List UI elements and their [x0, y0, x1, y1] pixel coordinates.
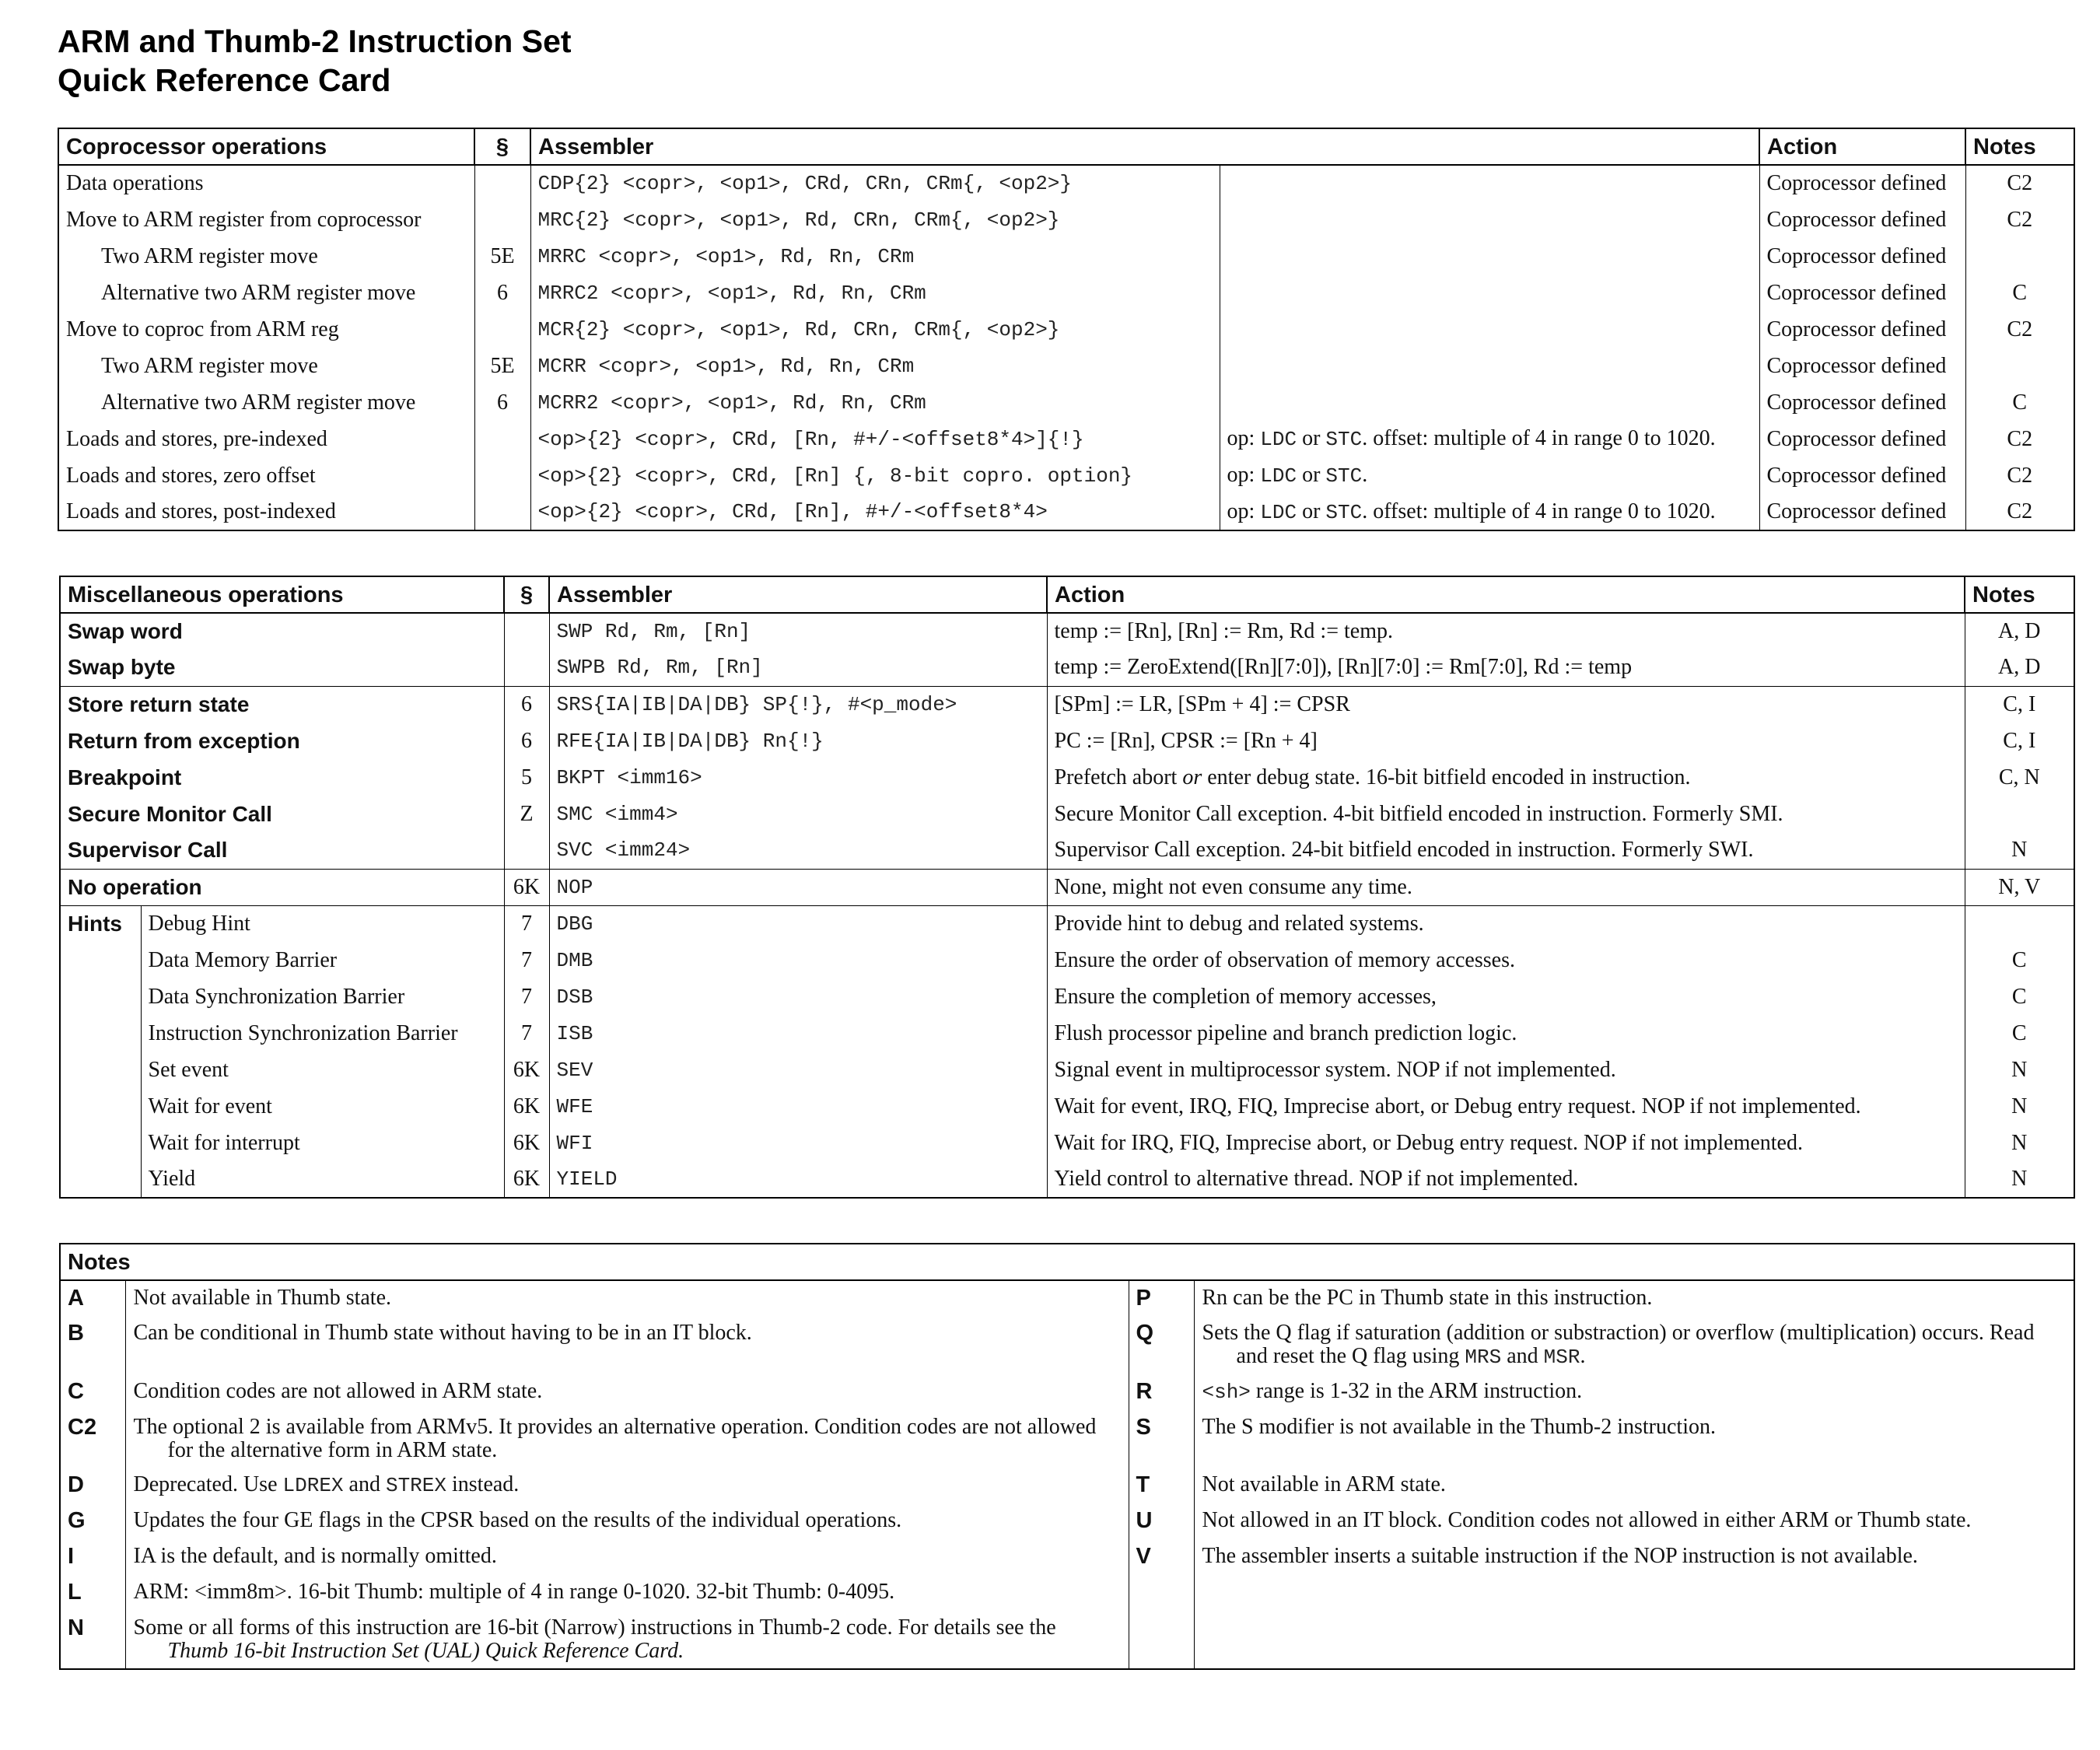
description-fragment: op: — [1227, 426, 1261, 450]
notes-ref: C, N — [1998, 765, 2040, 789]
operation-name: Loads and stores, pre-indexed — [58, 421, 474, 457]
note-text-fragment: Not available in ARM state. — [1202, 1472, 1446, 1496]
coproc-row — [58, 238, 2074, 275]
note-text-fragment: The S modifier is not available in the Thumb-2 instruction. — [1202, 1415, 1716, 1439]
assembler-syntax: RFE{IA|IB|DA|DB} Rn{!} — [549, 723, 1047, 759]
description-fragment: or — [1297, 499, 1326, 523]
section-ref: 5 — [504, 759, 549, 796]
action: Coprocessor defined — [1759, 201, 1965, 238]
note-key: B — [60, 1316, 125, 1374]
note-key: L — [60, 1575, 125, 1611]
notes-header-row — [60, 1244, 2074, 1280]
title-line-1: ARM and Thumb-2 Instruction Set — [58, 23, 572, 59]
assembler-syntax: WFE — [549, 1088, 1047, 1125]
hint-name: Wait for interrupt — [141, 1125, 504, 1161]
description-fragment: op: — [1227, 499, 1261, 523]
note-text-fragment: Sets the Q flag if saturation (addition or substraction) or overflow (multiplication) occurs. Read and reset the Q flag using — [1202, 1321, 2035, 1368]
action: Ensure the completion of memory accesses, — [1047, 978, 1965, 1015]
section-ref — [474, 457, 530, 494]
notes-ref — [1965, 796, 2074, 832]
note-text-fragment: . — [1580, 1344, 1586, 1368]
operation-name: Swap word — [60, 613, 504, 649]
note-key: Q — [1129, 1316, 1194, 1374]
section-ref: 6K — [504, 1088, 549, 1125]
note-text-fragment: The assembler inserts a suitable instruction if the NOP instruction is not available. — [1202, 1544, 1918, 1568]
notes-header: Notes — [60, 1244, 2074, 1280]
operand-description — [1220, 275, 1759, 311]
notes-ref: C — [2011, 1020, 2027, 1045]
action: Wait for event, IRQ, FIQ, Imprecise abort, or Debug entry request. NOP if not implemented. — [1047, 1088, 1965, 1125]
note-key: I — [60, 1539, 125, 1575]
hint-row — [60, 1052, 2074, 1088]
operand-description — [1220, 348, 1759, 384]
operation-name: Alternative two ARM register move — [58, 275, 474, 311]
note-text-fragment: ARM: <imm8m>. 16-bit Thumb: multiple of 4 in range 0-1020. 32-bit Thumb: 0-4095. — [133, 1580, 895, 1604]
misc-row — [60, 869, 2074, 905]
hint-row — [60, 1125, 2074, 1161]
section-ref — [474, 311, 530, 348]
description-fragment: . — [1362, 463, 1368, 487]
action: temp := ZeroExtend([Rn][7:0]), [Rn][7:0] := Rm[7:0], Rd := temp — [1047, 649, 1965, 686]
misc-row — [60, 759, 2074, 796]
section-ref: 7 — [504, 905, 549, 942]
hint-row — [60, 1088, 2074, 1125]
operation-name: Two ARM register move — [58, 238, 474, 275]
note-text-fragment: and — [1501, 1344, 1544, 1368]
note-text — [1194, 1468, 2074, 1503]
assembler-syntax: DBG — [549, 905, 1047, 942]
operation-name: Store return state — [60, 686, 504, 723]
assembler-syntax: MCRR2 <copr>, <op1>, Rd, Rn, CRm — [530, 384, 1220, 421]
misc-row — [60, 723, 2074, 759]
action-fragment: Prefetch abort — [1054, 765, 1183, 789]
hint-row — [60, 905, 2074, 942]
section-ref — [474, 201, 530, 238]
action: Coprocessor defined — [1759, 494, 1965, 530]
notes-table — [59, 1243, 2075, 1670]
note-key: C — [60, 1374, 125, 1410]
note-key: A — [60, 1280, 125, 1316]
description-fragment: STC — [1325, 500, 1363, 524]
action: Coprocessor defined — [1759, 457, 1965, 494]
assembler-syntax: DMB — [549, 942, 1047, 978]
note-text — [125, 1280, 1129, 1316]
operand-description — [1220, 311, 1759, 348]
misc-header-section: § — [504, 576, 549, 613]
note-text-fragment: <sh> — [1202, 1381, 1251, 1404]
note-text — [125, 1539, 1129, 1575]
note-text — [125, 1575, 1129, 1611]
misc-rows — [60, 613, 2074, 1198]
note-text — [1194, 1410, 2074, 1468]
misc-header-row — [60, 576, 2074, 613]
note-text-fragment: Condition codes are not allowed in ARM state. — [133, 1379, 543, 1403]
action: Coprocessor defined — [1759, 238, 1965, 275]
note-key: R — [1129, 1374, 1194, 1410]
operand-description — [1220, 421, 1759, 457]
coproc-header-section: § — [474, 128, 530, 165]
note-key: P — [1129, 1280, 1194, 1316]
note-text — [1194, 1374, 2074, 1410]
notes-ref: A, D — [1965, 613, 2074, 649]
note-text-fragment: Not available in Thumb state. — [133, 1286, 392, 1310]
coproc-row — [58, 201, 2074, 238]
notes-ref: N — [2011, 1057, 2028, 1082]
notes-ref: C — [2011, 984, 2027, 1009]
hint-row — [60, 1015, 2074, 1052]
notes-ref: C2 — [2007, 463, 2033, 488]
coproc-row — [58, 457, 2074, 494]
action: Coprocessor defined — [1759, 384, 1965, 421]
note-text — [125, 1410, 1129, 1468]
notes-row — [60, 1280, 2074, 1316]
notes-row — [60, 1374, 2074, 1410]
operation-name: Supervisor Call — [60, 832, 504, 869]
note-text — [1194, 1611, 2074, 1669]
notes-row — [60, 1410, 2074, 1468]
note-text — [125, 1611, 1129, 1669]
assembler-syntax: MCR{2} <copr>, <op1>, Rd, CRn, CRm{, <op2>} — [530, 311, 1220, 348]
note-text-fragment: range is 1-32 in the ARM instruction. — [1250, 1379, 1583, 1403]
section-ref: 6 — [474, 275, 530, 311]
action: Coprocessor defined — [1759, 165, 1965, 201]
action: temp := [Rn], [Rn] := Rm, Rd := temp. — [1047, 613, 1965, 649]
notes-row — [60, 1575, 2074, 1611]
note-text-fragment: IA is the default, and is normally omitted. — [133, 1544, 497, 1568]
action-fragment: enter debug state. 16-bit bitfield encoded in instruction. — [1202, 765, 1691, 789]
notes-ref: N — [2011, 1130, 2028, 1155]
action: Coprocessor defined — [1759, 275, 1965, 311]
notes-ref: N — [2011, 1167, 2028, 1191]
coproc-row — [58, 384, 2074, 421]
coproc-row — [58, 311, 2074, 348]
hint-name: Wait for event — [141, 1088, 504, 1125]
notes-ref: C2 — [2007, 207, 2033, 232]
description-fragment: op: — [1227, 463, 1261, 487]
assembler-syntax: YIELD — [549, 1161, 1047, 1198]
action: Provide hint to debug and related systems. — [1047, 905, 1965, 942]
description-fragment: STC — [1325, 428, 1363, 451]
coproc-rows — [58, 165, 2074, 530]
assembler-syntax: CDP{2} <copr>, <op1>, CRd, CRn, CRm{, <op2>} — [530, 165, 1220, 201]
notes-ref — [1965, 238, 2074, 275]
operation-name: Loads and stores, zero offset — [58, 457, 474, 494]
assembler-syntax: MCRR <copr>, <op1>, Rd, Rn, CRm — [530, 348, 1220, 384]
section-ref: 5E — [474, 238, 530, 275]
section-ref — [474, 165, 530, 201]
notes-ref: C2 — [2007, 499, 2033, 523]
notes-row — [60, 1503, 2074, 1539]
action: Wait for IRQ, FIQ, Imprecise abort, or Debug entry request. NOP if not implemented. — [1047, 1125, 1965, 1161]
section-ref: 7 — [504, 942, 549, 978]
action: None, might not even consume any time. — [1047, 869, 1965, 905]
section-ref — [474, 421, 530, 457]
description-fragment: STC — [1325, 464, 1363, 488]
action: Coprocessor defined — [1759, 348, 1965, 384]
coproc-header-action: Action — [1759, 128, 1965, 165]
section-ref: 6 — [504, 723, 549, 759]
note-text-fragment: MSR — [1543, 1346, 1580, 1369]
operand-description — [1220, 457, 1759, 494]
note-text-fragment: and — [343, 1472, 386, 1496]
coproc-header-row — [58, 128, 2074, 165]
operation-name: Breakpoint — [60, 759, 504, 796]
assembler-syntax: DSB — [549, 978, 1047, 1015]
assembler-syntax: <op>{2} <copr>, CRd, [Rn] {, 8-bit copro. option} — [530, 457, 1220, 494]
description-fragment: LDC — [1260, 500, 1297, 524]
note-text-fragment: STREX — [385, 1474, 446, 1497]
operation-name: No operation — [60, 869, 504, 905]
note-text-fragment: Some or all forms of this instruction are 16-bit (Narrow) instructions in Thumb-2 code. For details see the — [133, 1615, 1056, 1640]
operand-description — [1220, 165, 1759, 201]
assembler-syntax: SVC <imm24> — [549, 832, 1047, 869]
assembler-syntax: NOP — [549, 869, 1047, 905]
notes-ref: C, I — [1965, 686, 2074, 723]
operation-name: Data operations — [58, 165, 474, 201]
note-key: T — [1129, 1468, 1194, 1503]
hint-name: Yield — [141, 1161, 504, 1198]
operation-name: Move to coproc from ARM reg — [58, 311, 474, 348]
operation-name: Loads and stores, post-indexed — [58, 494, 474, 530]
note-text — [125, 1468, 1129, 1503]
section-ref: 6 — [504, 686, 549, 723]
note-key: U — [1129, 1503, 1194, 1539]
misc-header-notes: Notes — [1965, 576, 2074, 613]
coprocessor-operations-table — [58, 128, 2075, 531]
operation-name: Swap byte — [60, 649, 504, 686]
note-text — [1194, 1539, 2074, 1575]
hint-row — [60, 942, 2074, 978]
notes-ref: C — [2012, 390, 2028, 415]
notes-ref — [1965, 905, 2074, 942]
description-fragment: or — [1297, 426, 1326, 450]
action: Signal event in multiprocessor system. NOP if not implemented. — [1047, 1052, 1965, 1088]
assembler-syntax: MRRC2 <copr>, <op1>, Rd, Rn, CRm — [530, 275, 1220, 311]
action-fragment: or — [1182, 765, 1202, 789]
note-text — [125, 1374, 1129, 1410]
coproc-row — [58, 421, 2074, 457]
operation-name: Move to ARM register from coprocessor — [58, 201, 474, 238]
assembler-syntax: SEV — [549, 1052, 1047, 1088]
coproc-header-notes: Notes — [1965, 128, 2074, 165]
section-ref: Z — [504, 796, 549, 832]
action: [SPm] := LR, [SPm + 4] := CPSR — [1047, 686, 1965, 723]
note-text — [1194, 1280, 2074, 1316]
section-ref: 6K — [504, 869, 549, 905]
section-ref — [504, 832, 549, 869]
note-text — [1194, 1575, 2074, 1611]
notes-ref: C2 — [2007, 171, 2033, 195]
notes-ref — [1965, 348, 2074, 384]
notes-ref: C2 — [2007, 317, 2033, 341]
assembler-syntax: SMC <imm4> — [549, 796, 1047, 832]
notes-ref: N, V — [1965, 869, 2074, 905]
hint-row — [60, 1161, 2074, 1198]
coproc-row — [58, 494, 2074, 530]
operand-description — [1220, 494, 1759, 530]
operand-description — [1220, 201, 1759, 238]
coproc-row — [58, 275, 2074, 311]
misc-header-assembler: Assembler — [549, 576, 1047, 613]
assembler-syntax: BKPT <imm16> — [549, 759, 1047, 796]
coproc-header-name: Coprocessor operations — [58, 128, 474, 165]
note-key: D — [60, 1468, 125, 1503]
hints-label: Hints — [60, 905, 141, 1198]
note-text-fragment: Not allowed in an IT block. Condition codes not allowed in either ARM or Thumb state. — [1202, 1508, 1972, 1532]
note-text — [1194, 1316, 2074, 1374]
assembler-syntax: ISB — [549, 1015, 1047, 1052]
notes-row — [60, 1611, 2074, 1669]
misc-row — [60, 613, 2074, 649]
note-text — [125, 1503, 1129, 1539]
notes-ref: C2 — [2007, 426, 2033, 451]
section-ref — [474, 494, 530, 530]
assembler-syntax: WFI — [549, 1125, 1047, 1161]
notes-rows — [60, 1280, 2074, 1669]
misc-header-name: Miscellaneous operations — [60, 576, 504, 613]
note-key — [1129, 1611, 1194, 1669]
notes-ref: C — [2012, 280, 2028, 305]
hint-name: Data Memory Barrier — [141, 942, 504, 978]
note-text-fragment: Thumb 16-bit Instruction Set (UAL) Quick Reference Card. — [167, 1639, 684, 1663]
misc-header-action: Action — [1047, 576, 1965, 613]
hint-name: Debug Hint — [141, 905, 504, 942]
action: Coprocessor defined — [1759, 421, 1965, 457]
note-text — [125, 1316, 1129, 1374]
hint-name: Data Synchronization Barrier — [141, 978, 504, 1015]
assembler-syntax: MRRC <copr>, <op1>, Rd, Rn, CRm — [530, 238, 1220, 275]
action: Secure Monitor Call exception. 4-bit bitfield encoded in instruction. Formerly SMI. — [1047, 796, 1965, 832]
note-key: S — [1129, 1410, 1194, 1468]
operation-name: Return from exception — [60, 723, 504, 759]
page-title — [58, 22, 572, 100]
hint-row — [60, 978, 2074, 1015]
section-ref: 7 — [504, 978, 549, 1015]
description-fragment: LDC — [1260, 464, 1297, 488]
coproc-header-assembler: Assembler — [530, 128, 1759, 165]
section-ref — [504, 613, 549, 649]
coproc-row — [58, 348, 2074, 384]
operation-name: Two ARM register move — [58, 348, 474, 384]
description-fragment: LDC — [1260, 428, 1297, 451]
notes-row — [60, 1539, 2074, 1575]
title-line-2: Quick Reference Card — [58, 62, 391, 98]
assembler-syntax: SWPB Rd, Rm, [Rn] — [549, 649, 1047, 686]
note-key: V — [1129, 1539, 1194, 1575]
misc-row — [60, 796, 2074, 832]
assembler-syntax: MRC{2} <copr>, <op1>, Rd, CRn, CRm{, <op2>} — [530, 201, 1220, 238]
assembler-syntax: SWP Rd, Rm, [Rn] — [549, 613, 1047, 649]
note-text — [1194, 1503, 2074, 1539]
note-key — [1129, 1575, 1194, 1611]
section-ref — [504, 649, 549, 686]
notes-ref: A, D — [1998, 655, 2041, 680]
operand-description — [1220, 384, 1759, 421]
action: Flush processor pipeline and branch prediction logic. — [1047, 1015, 1965, 1052]
assembler-syntax: SRS{IA|IB|DA|DB} SP{!}, #<p_mode> — [549, 686, 1047, 723]
section-ref: 6K — [504, 1161, 549, 1198]
note-text-fragment: LDREX — [282, 1474, 344, 1497]
action: Coprocessor defined — [1759, 311, 1965, 348]
operand-description — [1220, 238, 1759, 275]
notes-ref: C, I — [2003, 728, 2036, 753]
notes-ref: N — [2011, 1094, 2028, 1118]
section-ref: 6K — [504, 1052, 549, 1088]
action: PC := [Rn], CPSR := [Rn + 4] — [1047, 723, 1965, 759]
note-text-fragment: Can be conditional in Thumb state without having to be in an IT block. — [133, 1321, 752, 1345]
action — [1047, 759, 1965, 796]
operation-name: Alternative two ARM register move — [58, 384, 474, 421]
misc-row — [60, 649, 2074, 686]
note-text-fragment: MRS — [1465, 1346, 1502, 1369]
section-ref: 5E — [474, 348, 530, 384]
section-ref: 6K — [504, 1125, 549, 1161]
section-ref: 6 — [474, 384, 530, 421]
miscellaneous-operations-table — [59, 576, 2075, 1199]
note-text-fragment: Rn can be the PC in Thumb state in this instruction. — [1202, 1286, 1653, 1310]
misc-row — [60, 686, 2074, 723]
note-key: G — [60, 1503, 125, 1539]
coproc-row — [58, 165, 2074, 201]
note-key: N — [60, 1611, 125, 1669]
description-fragment: or — [1297, 463, 1326, 487]
misc-row — [60, 832, 2074, 869]
action: Supervisor Call exception. 24-bit bitfield encoded in instruction. Formerly SWI. — [1047, 832, 1965, 869]
notes-ref: C — [2011, 947, 2027, 972]
notes-row — [60, 1468, 2074, 1503]
assembler-syntax: <op>{2} <copr>, CRd, [Rn, #+/-<offset8*4>]{!} — [530, 421, 1220, 457]
hint-name: Set event — [141, 1052, 504, 1088]
hint-name: Instruction Synchronization Barrier — [141, 1015, 504, 1052]
note-text-fragment: Deprecated. Use — [133, 1472, 283, 1496]
note-key: C2 — [60, 1410, 125, 1468]
action: Ensure the order of observation of memory accesses. — [1047, 942, 1965, 978]
note-text-fragment: instead. — [446, 1472, 520, 1496]
description-fragment: . offset: multiple of 4 in range 0 to 1020. — [1362, 499, 1716, 523]
operation-name: Secure Monitor Call — [60, 796, 504, 832]
section-ref: 7 — [504, 1015, 549, 1052]
description-fragment: . offset: multiple of 4 in range 0 to 1020. — [1362, 426, 1716, 450]
notes-row — [60, 1316, 2074, 1374]
note-text-fragment: Updates the four GE flags in the CPSR based on the results of the individual operations. — [133, 1508, 902, 1532]
action: Yield control to alternative thread. NOP if not implemented. — [1047, 1161, 1965, 1198]
note-text-fragment: The optional 2 is available from ARMv5. It provides an alternative operation. Condition codes are not allowed for the alternative form in ARM state. — [133, 1415, 1097, 1462]
assembler-syntax: <op>{2} <copr>, CRd, [Rn], #+/-<offset8*4> — [530, 494, 1220, 530]
notes-ref: N — [2011, 838, 2028, 863]
